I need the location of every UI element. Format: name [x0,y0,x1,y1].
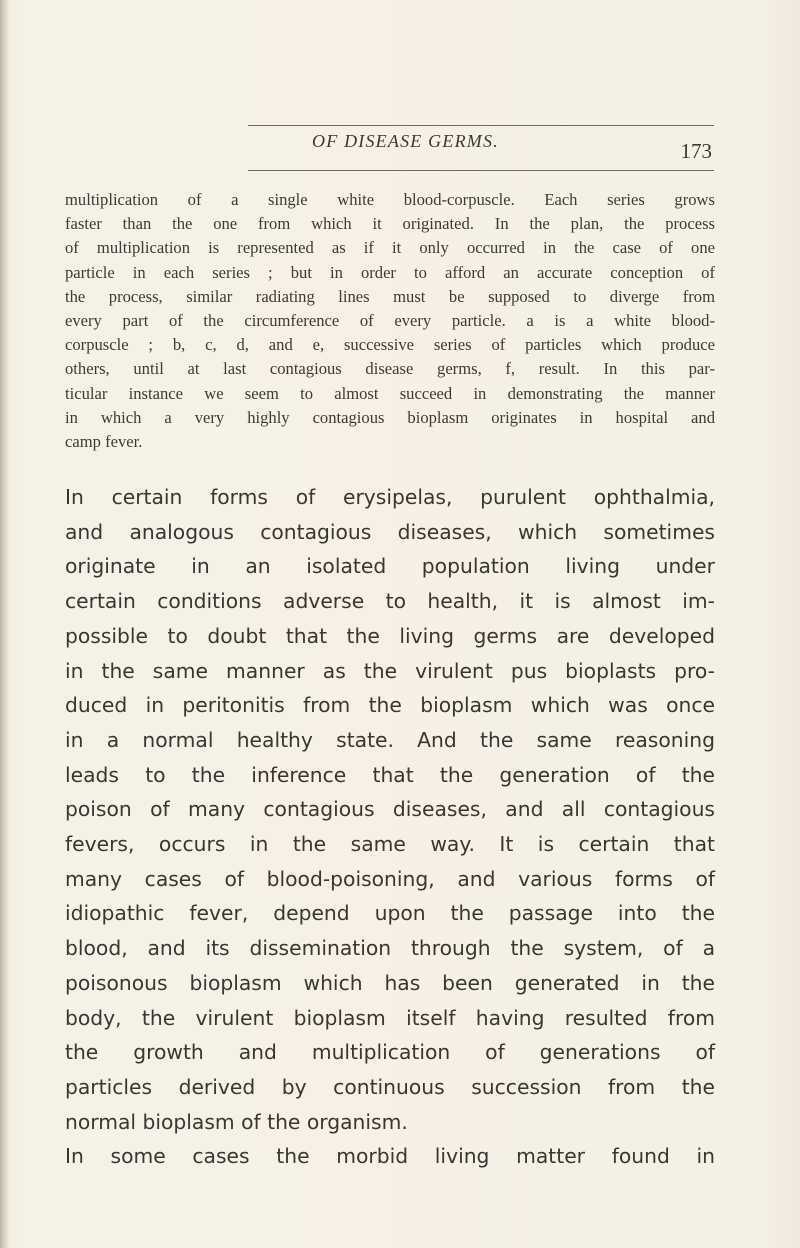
text-line: in which a very highly contagious bioplasm originates in hospital and [65,407,715,427]
text-line: In certain forms of erysipelas, purulent ophthalmia, [65,485,715,509]
text-line: camp fever. [65,432,143,452]
text-line: in a normal healthy state. And the same reasoning [65,727,715,752]
text-line: every part of the circumference of every particle. a is a white blood- [65,311,715,331]
text-line: certain conditions adverse to health, it is almost im- [65,589,715,614]
text-line: of multiplication is represented as if it only occurred in the case of one [65,238,715,258]
text-line: particle in each series ; but in order to afford an accurate conception of [65,262,715,282]
text-line: leads to the inference that the generation of the [65,762,715,787]
text-line: fevers, occurs in the same way. It is certain that [65,832,715,857]
text-line: corpuscle ; b, c, d, and e, successive series of particles which produce [65,335,715,355]
text-line: blood, and its dissemination through the system, of a [65,936,715,961]
header-rule-top [248,125,714,126]
main-paragraph [65,480,715,1174]
text-line: idiopathic fever, depend upon the passage into the [65,901,715,926]
text-line: others, until at last contagious disease germs, f, result. In this par- [65,359,715,379]
text-line: particles derived by continuous succession from the [65,1074,715,1099]
text-line: poisonous bioplasm which has been generated in the [65,970,715,995]
text-line: originate in an isolated population living under [65,554,715,579]
text-line: many cases of blood-poisoning, and various forms of [65,866,715,891]
running-head-title: OF DISEASE GERMS. [312,131,499,151]
text-line: the growth and multiplication of generations of [65,1040,715,1065]
running-head [248,129,714,167]
text-line: possible to doubt that the living germs are developed [65,623,715,648]
text-line: multiplication of a single white blood-corpuscle. Each series grows [65,190,715,209]
text-line: the process, similar radiating lines must be supposed to diverge from [65,286,715,306]
page-number: 173 [680,139,712,163]
text-line: In some cases the morbid living matter found in [65,1144,715,1169]
text-line: ticular instance we seem to almost succeed in demonstrating the manner [65,383,715,403]
text-line: body, the virulent bioplasm itself having resulted from [65,1005,715,1030]
text-line: poison of many contagious diseases, and all contagious [65,797,715,822]
header-rule-bottom [248,170,714,171]
text-line: normal bioplasm of the organism. [65,1109,408,1134]
text-line: faster than the one from which it originated. In the plan, the process [65,214,715,234]
text-line: in the same manner as the virulent pus bioplasts pro- [65,658,715,683]
text-line: duced in peritonitis from the bioplasm which was once [65,693,715,718]
text-line: and analogous contagious diseases, which sometimes [65,519,715,544]
page-gutter-edge [0,0,9,1248]
small-print-paragraph [65,188,715,454]
